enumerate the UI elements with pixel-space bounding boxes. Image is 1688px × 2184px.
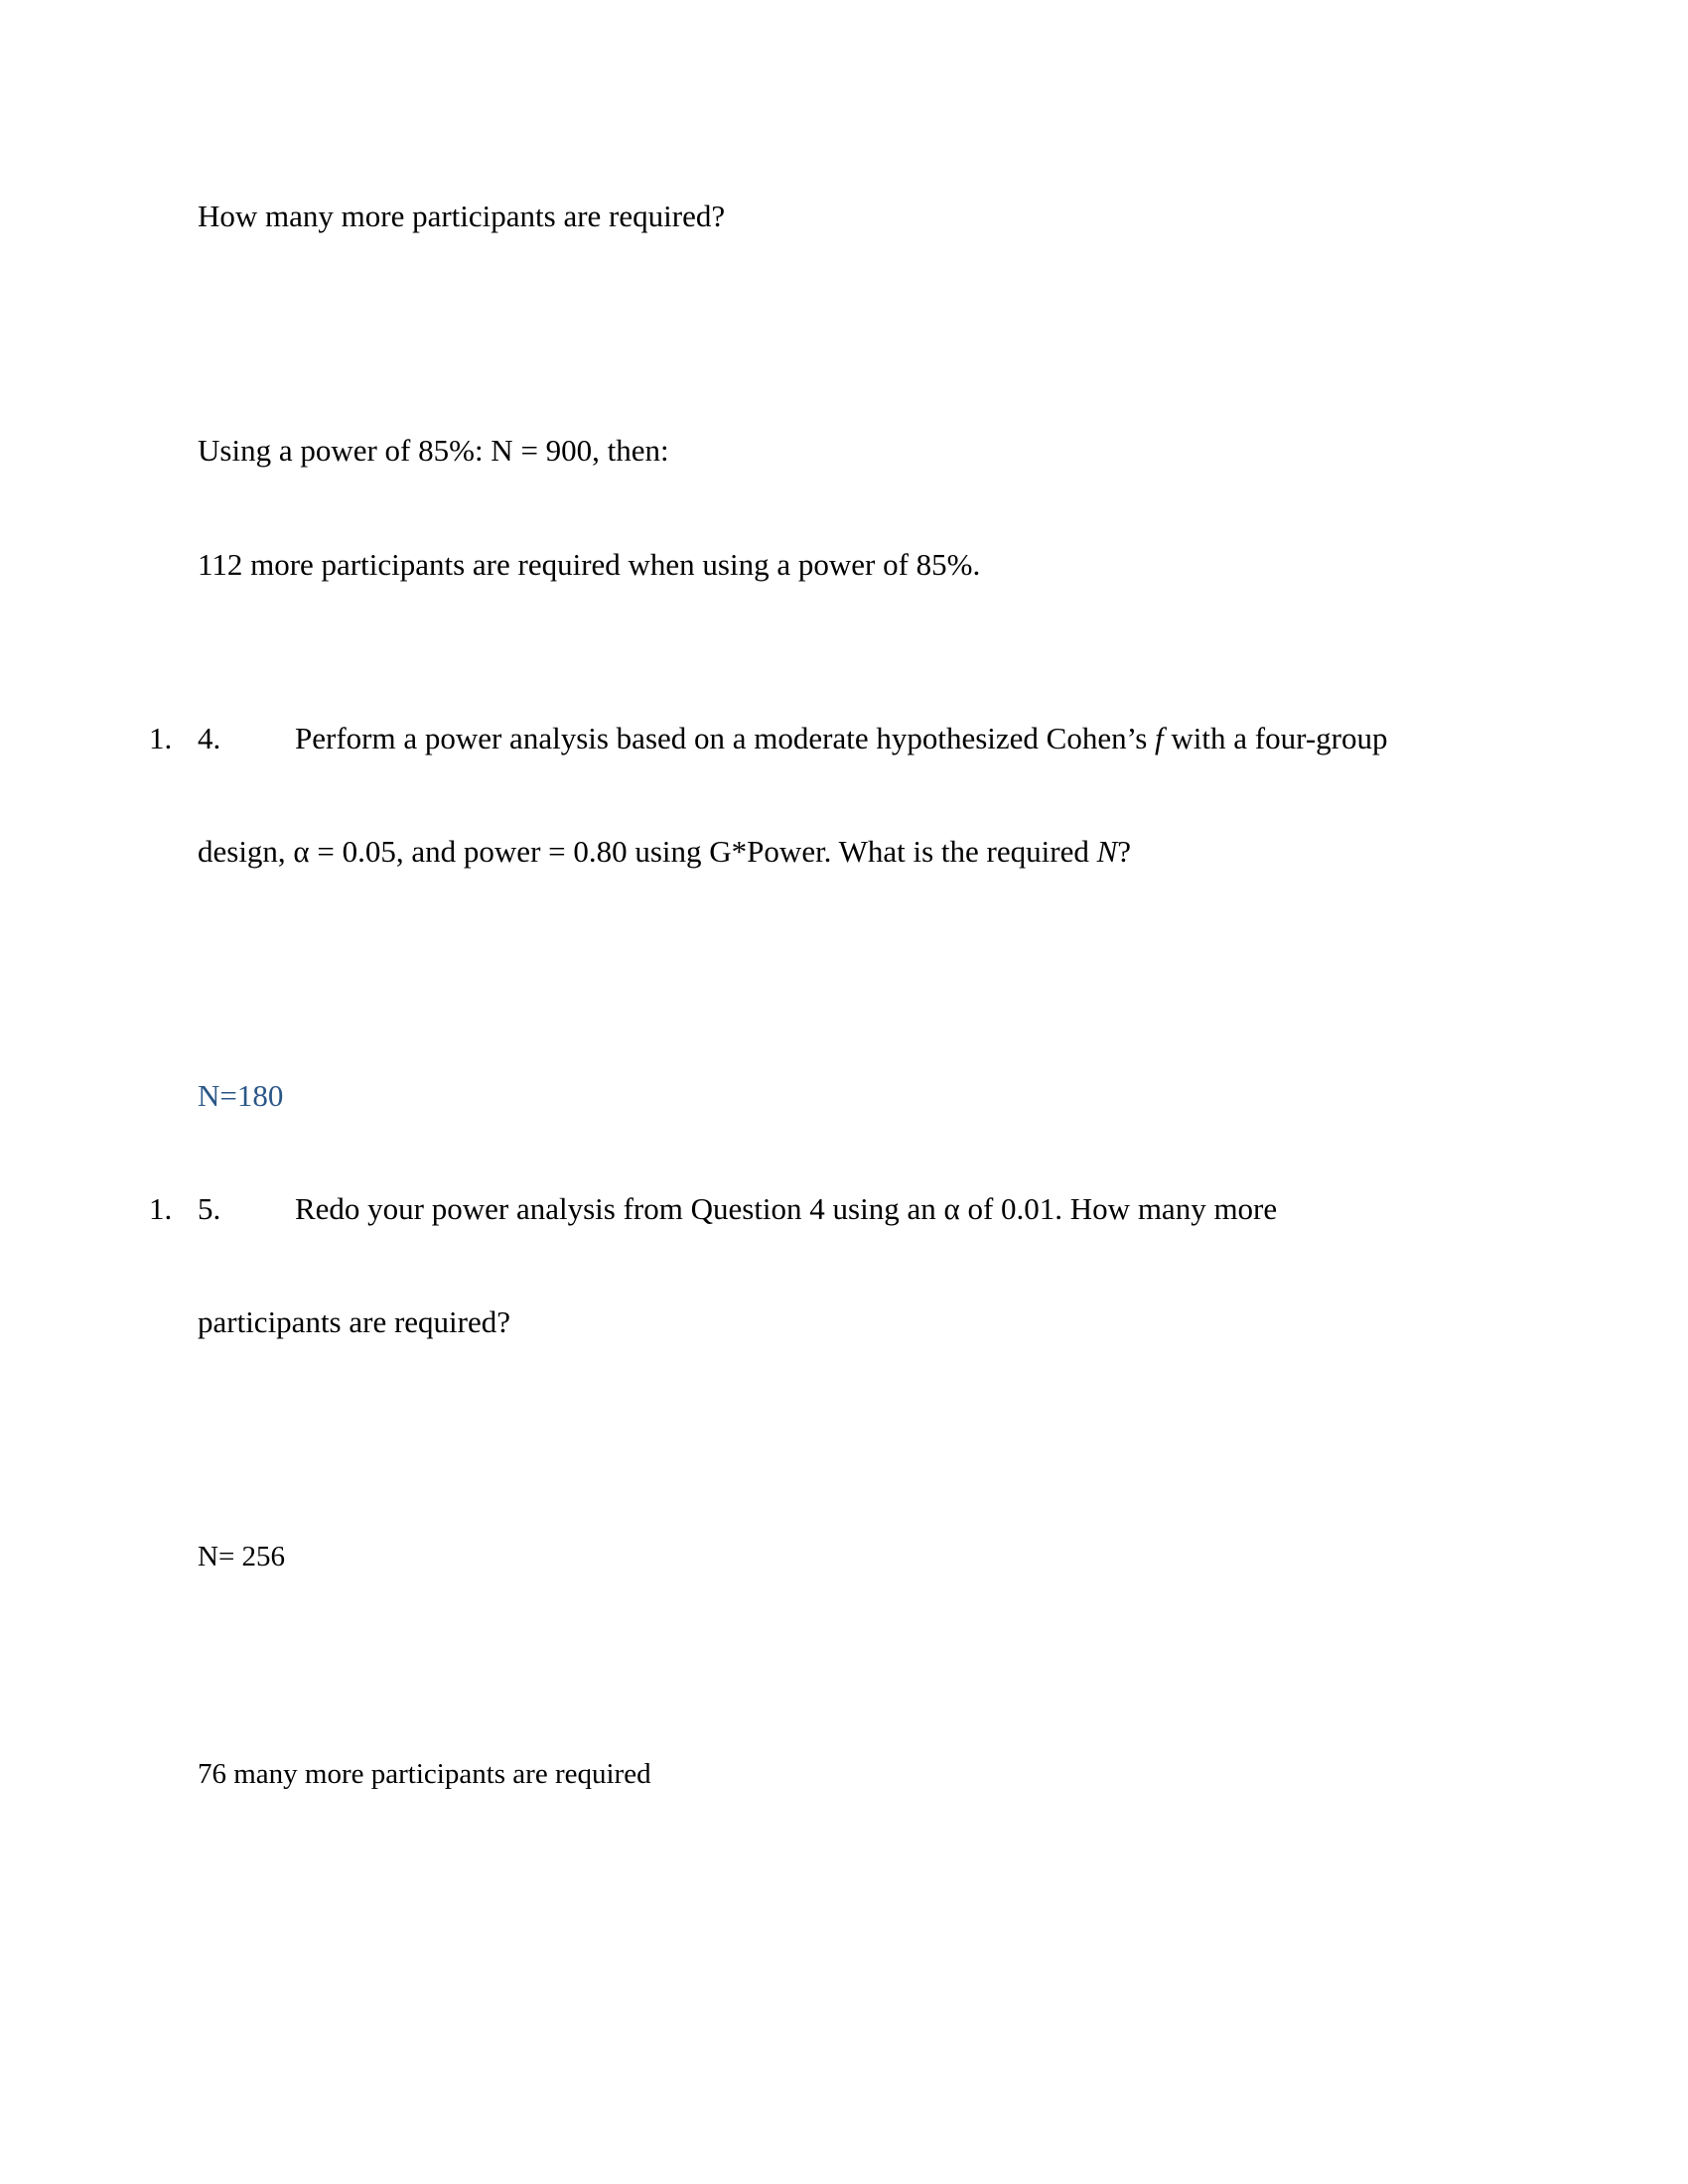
- q5-outer-number: 1.: [149, 1191, 173, 1226]
- q3-answer-line2: 112 more participants are required when using a power of 85%.: [198, 547, 981, 582]
- q5-question-line2: participants are required?: [198, 1304, 510, 1339]
- q3-answer-line1: Using a power of 85%: N = 900, then:: [198, 433, 669, 468]
- q4-question-line2: [198, 834, 1131, 870]
- q4-question-line1: [295, 721, 1387, 756]
- q4-line1-post: with a four-group: [1163, 721, 1388, 755]
- q5-answer-more: 76 many more participants are required: [198, 1758, 651, 1790]
- q4-outer-number: 1.: [149, 721, 173, 755]
- q4-line1-italic: f: [1155, 721, 1164, 755]
- q3-followup-question: How many more participants are required?: [198, 199, 726, 233]
- q5-question-line1: Redo your power analysis from Question 4 using an α of 0.01. How many more: [295, 1191, 1278, 1226]
- q5-number: 5.: [198, 1191, 221, 1226]
- q4-number: 4.: [198, 721, 221, 755]
- q4-line2-post: ?: [1117, 834, 1132, 869]
- q4-line2-pre: design, α = 0.05, and power = 0.80 using G*Power. What is the required: [198, 834, 1097, 869]
- q4-line1-pre: Perform a power analysis based on a moderate hypothesized Cohen’s: [295, 721, 1156, 755]
- q4-answer: N=180: [198, 1078, 284, 1113]
- q4-line2-italic: N: [1096, 834, 1118, 869]
- q5-answer-n: N= 256: [198, 1541, 286, 1572]
